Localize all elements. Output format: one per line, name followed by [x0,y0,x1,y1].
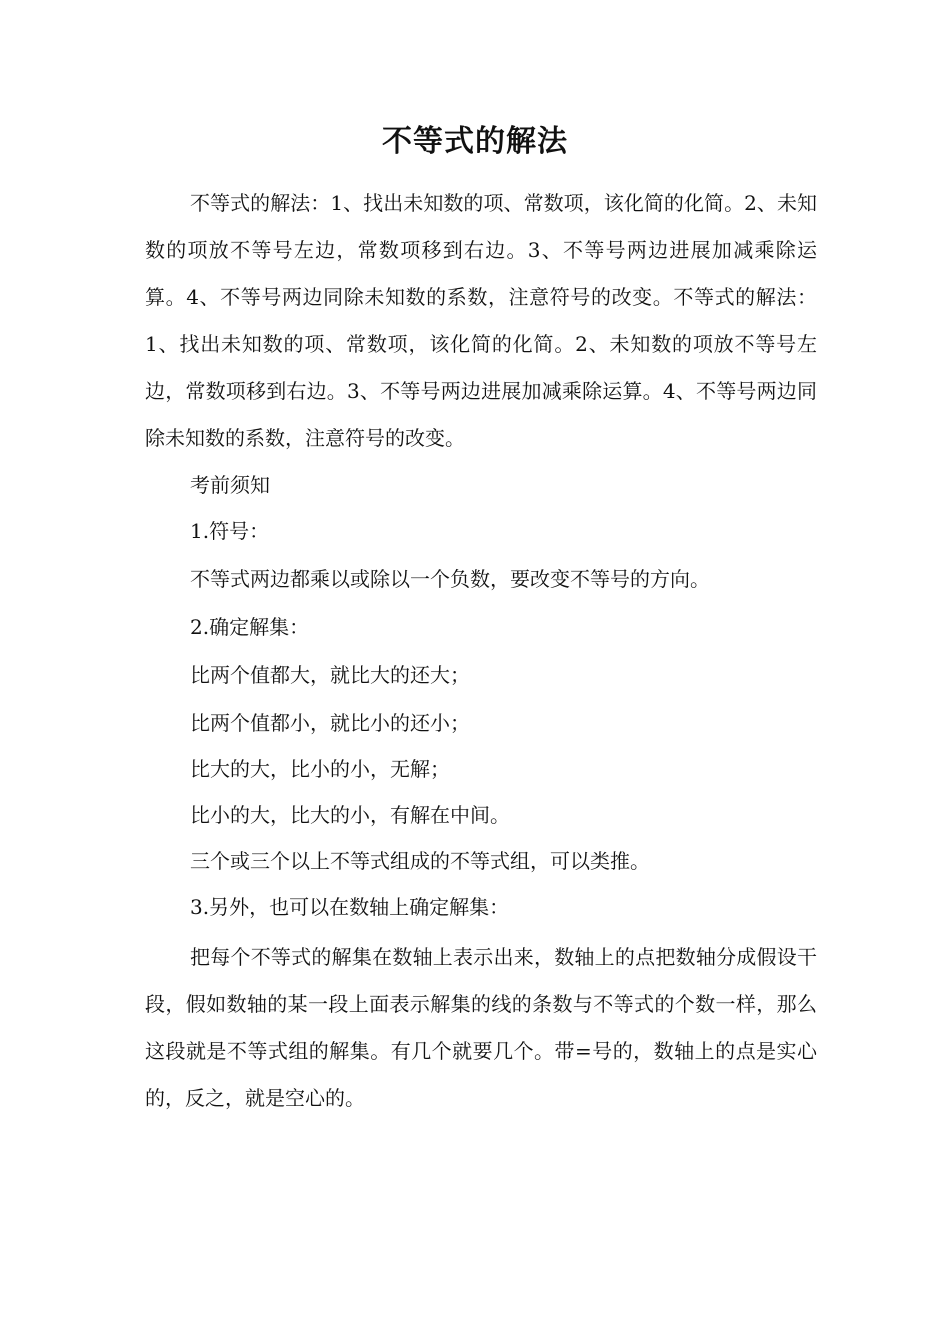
axis-heading: 3.另外，也可以在数轴上确定解集： [190,895,510,919]
rule-item: 比大的大，比小的小，无解； [190,757,450,781]
symbol-heading: 1.符号： [190,519,270,543]
solution-heading: 2.确定解集： [190,615,310,639]
document-title: 不等式的解法 [382,124,568,159]
notice-heading: 考前须知 [190,473,270,497]
document-body [145,180,817,1122]
rule-item: 比两个值都小，就比小的还小； [190,711,470,735]
symbol-rule: 不等式两边都乘以或除以一个负数，要改变不等号的方向。 [190,567,710,591]
rule-item: 比小的大，比大的小，有解在中间。 [190,803,510,827]
intro-paragraph: 不等式的解法：1、找出未知数的项、常数项，该化简的化简。2、未知数的项放不等号左边，常数项移到右边。3、不等号两边进展加减乘除运算。4、不等号两边同除未知数的系数，注意符号的改变。不等式的解法：1、找出未知数的项、常数项，该化简的化简。2、未知数的项放不等号左边，常数项移到右边。3、不等号两边进展加减乘除运算。4、不等号两边同除未知数的系数，注意符号的改变。 [145,191,817,450]
rule-item: 比两个值都大，就比大的还大； [190,663,470,687]
axis-paragraph: 把每个不等式的解集在数轴上表示出来，数轴上的点把数轴分成假设干段，假如数轴的某一段上面表示解集的线的条数与不等式的个数一样，那么这段就是不等式组的解集。有几个就要几个。带=号的，数轴上的点是实心的，反之，就是空心的。 [145,945,817,1110]
rule-item: 三个或三个以上不等式组成的不等式组，可以类推。 [190,849,650,873]
